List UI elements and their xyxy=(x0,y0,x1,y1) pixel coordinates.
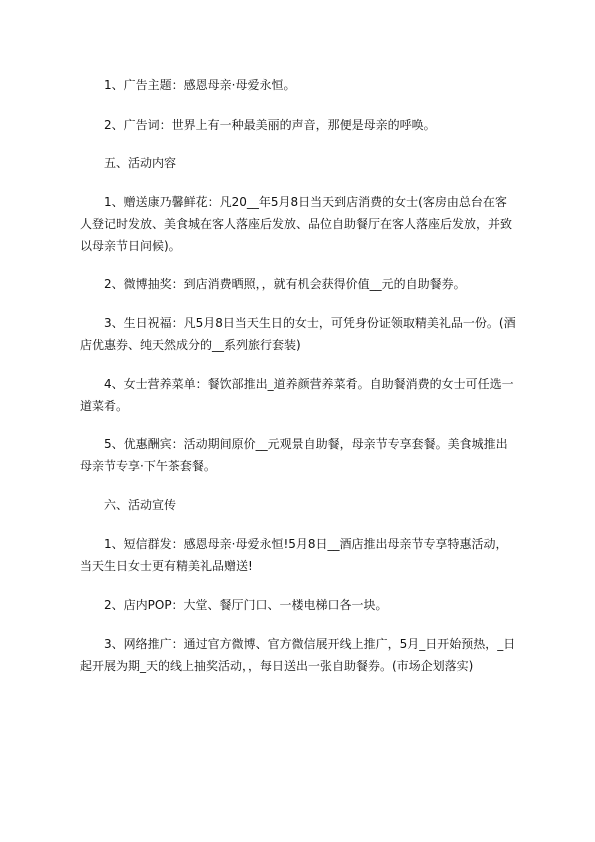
section-heading-promotion: 六、活动宣传 xyxy=(104,498,177,512)
discount-paragraph: 5、优惠酬宾：活动期间原价__元观景自助餐，母亲节专享套餐。美食城推出母亲节专享·下午茶套餐。 xyxy=(80,437,508,473)
weibo-lottery-paragraph: 2、微博抽奖：到店消费晒照，，就有机会获得价值__元的自助餐券。 xyxy=(104,277,466,291)
online-promotion-paragraph: 3、网络推广：通过官方微博、官方微信展开线上推广，5月_日开始预热，_日起开展为期_天的线上抽奖活动，，每日送出一张自助餐券。(市场企划落实) xyxy=(80,637,516,673)
sms-paragraph: 1、短信群发：感恩母亲·母爱永恒!5月8日__酒店推出母亲节专享特惠活动，当天生日女士更有精美礼品赠送! xyxy=(80,537,508,573)
ad-slogan-paragraph: 2、广告词：世界上有一种最美丽的声音，那便是母亲的呼唤。 xyxy=(104,118,436,132)
gift-carnation-paragraph: 1、赠送康乃馨鲜花：凡20__年5月8日当天到店消费的女士(客房由总台在客人登记时发放、美食城在客人落座后发放、品位自助餐厅在客人落座后发放，并致以母亲节日问候)。 xyxy=(80,195,513,253)
section-heading-activity-content: 五、活动内容 xyxy=(104,156,177,170)
store-pop-paragraph: 2、店内POP：大堂、餐厅门口、一楼电梯口各一块。 xyxy=(104,598,388,612)
nutrition-menu-paragraph: 4、女士营养菜单：餐饮部推出_道养颜营养菜肴。自助餐消费的女士可任选一道菜肴。 xyxy=(80,377,514,413)
birthday-wishes-paragraph: 3、生日祝福：凡5月8日当天生日的女士，可凭身份证领取精美礼品一份。(酒店优惠券、纯天然成分的__系列旅行套装) xyxy=(80,316,516,352)
ad-theme-paragraph: 1、广告主题：感恩母亲·母爱永恒。 xyxy=(104,78,296,92)
